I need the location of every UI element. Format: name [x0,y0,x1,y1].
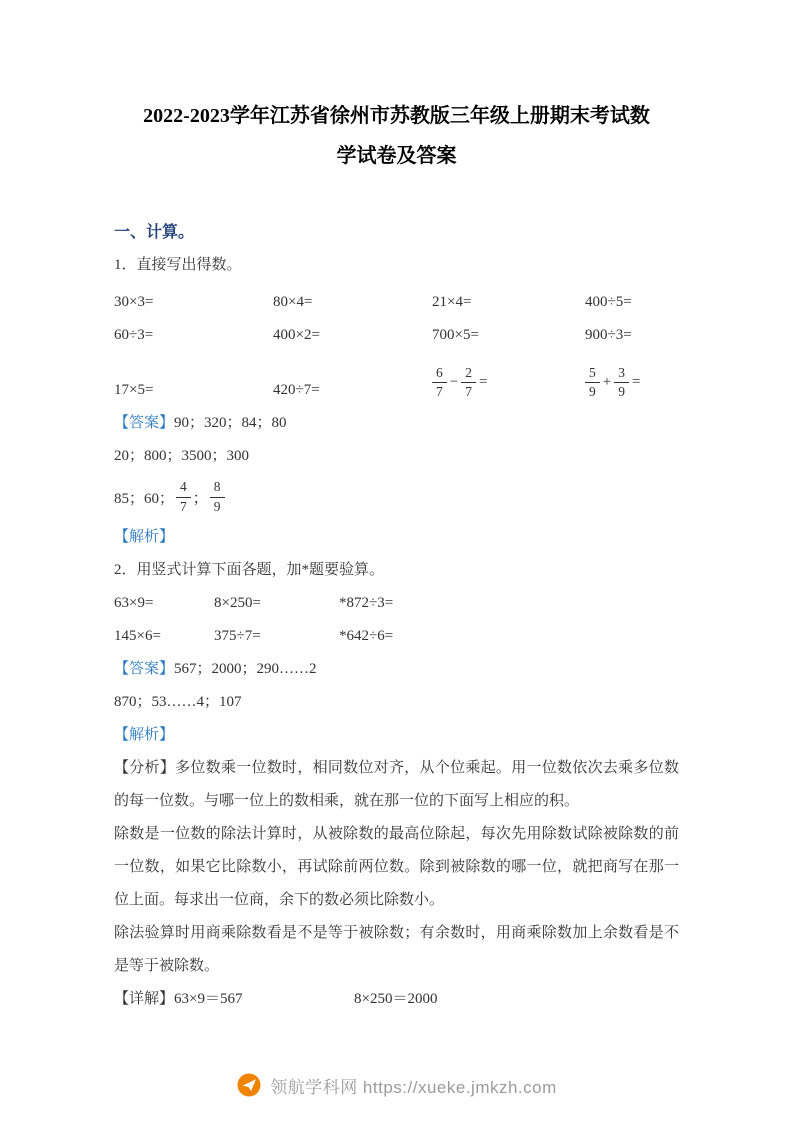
math-expression: 63×9＝567 [174,991,243,1007]
document-title-line2: 学试卷及答案 [336,145,457,167]
fraction-denominator: 7 [465,383,472,399]
detail-tag: 【详解】 [114,991,175,1007]
question1-label: 1．直接写出得数。 [114,257,242,273]
q1-answer-line3 [114,473,679,521]
plus-operator: + [602,373,612,390]
section1-heading: 一、计算。 [114,224,195,241]
fraction [614,365,629,400]
q1-answer-line1 [114,407,679,440]
question2-label: 2．用竖式计算下面各题，加*题要验算。 [114,562,385,578]
fraction-expression [585,365,640,400]
answer-tag: 【答案】 [114,661,175,677]
math-expression: 80×4= [273,294,313,310]
separator: ； [192,490,208,507]
answer-tag: 【答案】 [114,415,175,431]
equals-sign: = [631,373,641,390]
math-expression: 60÷3= [114,327,154,343]
math-expression: *642÷6= [339,628,394,644]
oral-calc-row2 [114,319,679,352]
math-expression: 8×250= [214,595,261,611]
analysis-text: 多位数乘一位数时，相同数位对齐，从个位乘起。用一位数依次去乘多位数的每一位数。与哪一位上的数相乘，就在那一位的下面写上相应的积。 [114,760,679,809]
fraction [432,365,447,400]
fraction-denominator: 7 [436,383,443,399]
fraction-numerator: 2 [461,365,476,383]
q2-analysis-tag-line [114,719,679,752]
fraction [210,479,225,514]
fraction-denominator: 9 [618,383,625,399]
fraction-denominator: 9 [589,383,596,399]
math-expression: 30×3= [114,294,154,310]
q2-answer-line1 [114,653,679,686]
math-expression: 700×5= [432,327,479,343]
math-expression: 900÷3= [585,327,632,343]
fraction [176,479,191,514]
fraction-numerator: 4 [176,479,191,497]
answer-text: 567；2000；290……2 [174,661,317,677]
math-expression: *872÷3= [339,595,394,611]
fraction-numerator: 8 [210,479,225,497]
fraction [585,365,600,400]
analysis-paragraph-2: 除数是一位数的除法计算时，从被除数的最高位除起，每次先用除数试除被除数的前一位数，如果它比除数小，再试除前两位数。除到被除数的哪一位，就把商写在那一位上面。每求出一位商，余下的数必须比除数小。 [114,826,679,908]
fraction [461,365,476,400]
math-expression: 63×9= [114,595,154,611]
fraction-denominator: 9 [213,498,221,514]
fraction-numerator: 6 [432,365,447,383]
vertical-calc-row2 [114,620,679,653]
fraction-expression [432,365,487,400]
math-expression: 145×6= [114,628,161,644]
fraction-numerator: 3 [614,365,629,383]
watermark-footer [0,1072,793,1098]
oral-calc-row1 [114,286,679,319]
minus-operator: − [449,373,459,390]
fraction-numerator: 5 [585,365,600,383]
analysis-tag: 【解析】 [114,727,175,743]
oral-calc-row3 [114,352,679,407]
math-expression: 375÷7= [214,628,261,644]
q1-answer-line2: 20；800；3500；300 [114,448,250,464]
q2-answer-line2: 870；53……4；107 [114,694,242,710]
analysis-paragraph-3: 除法验算时用商乘除数看是不是等于被除数；有余数时，用商乘除数加上余数看是不是等于被除数。 [114,925,679,974]
math-expression: 420÷7= [273,382,320,398]
detail-left [114,983,354,1016]
math-expression: 400÷5= [585,294,632,310]
vertical-calc-row1 [114,587,679,620]
math-expression: 21×4= [432,294,472,310]
watermark-text: 领航学科网 https://xueke.jmkzh.com [270,1077,557,1097]
document-title-line1: 2022-2023学年江苏省徐州市苏教版三年级上册期末考试数 [143,105,650,127]
analysis-tag: 【解析】 [114,529,175,545]
equals-sign: = [478,373,488,390]
analyze-tag: 【分析】 [114,760,176,776]
site-logo-icon [236,1072,262,1098]
fraction-denominator: 7 [180,498,187,514]
math-expression: 17×5= [114,382,154,398]
math-expression: 400×2= [273,327,320,343]
answer-text: 90；320；84；80 [174,415,287,431]
document-title [114,96,679,176]
math-expression: 8×250＝2000 [354,991,438,1007]
detail-line [114,983,679,1016]
q1-analysis-tag-line [114,521,679,554]
analysis-paragraph-1 [114,752,679,818]
answer-text: 85；60； [114,490,175,507]
